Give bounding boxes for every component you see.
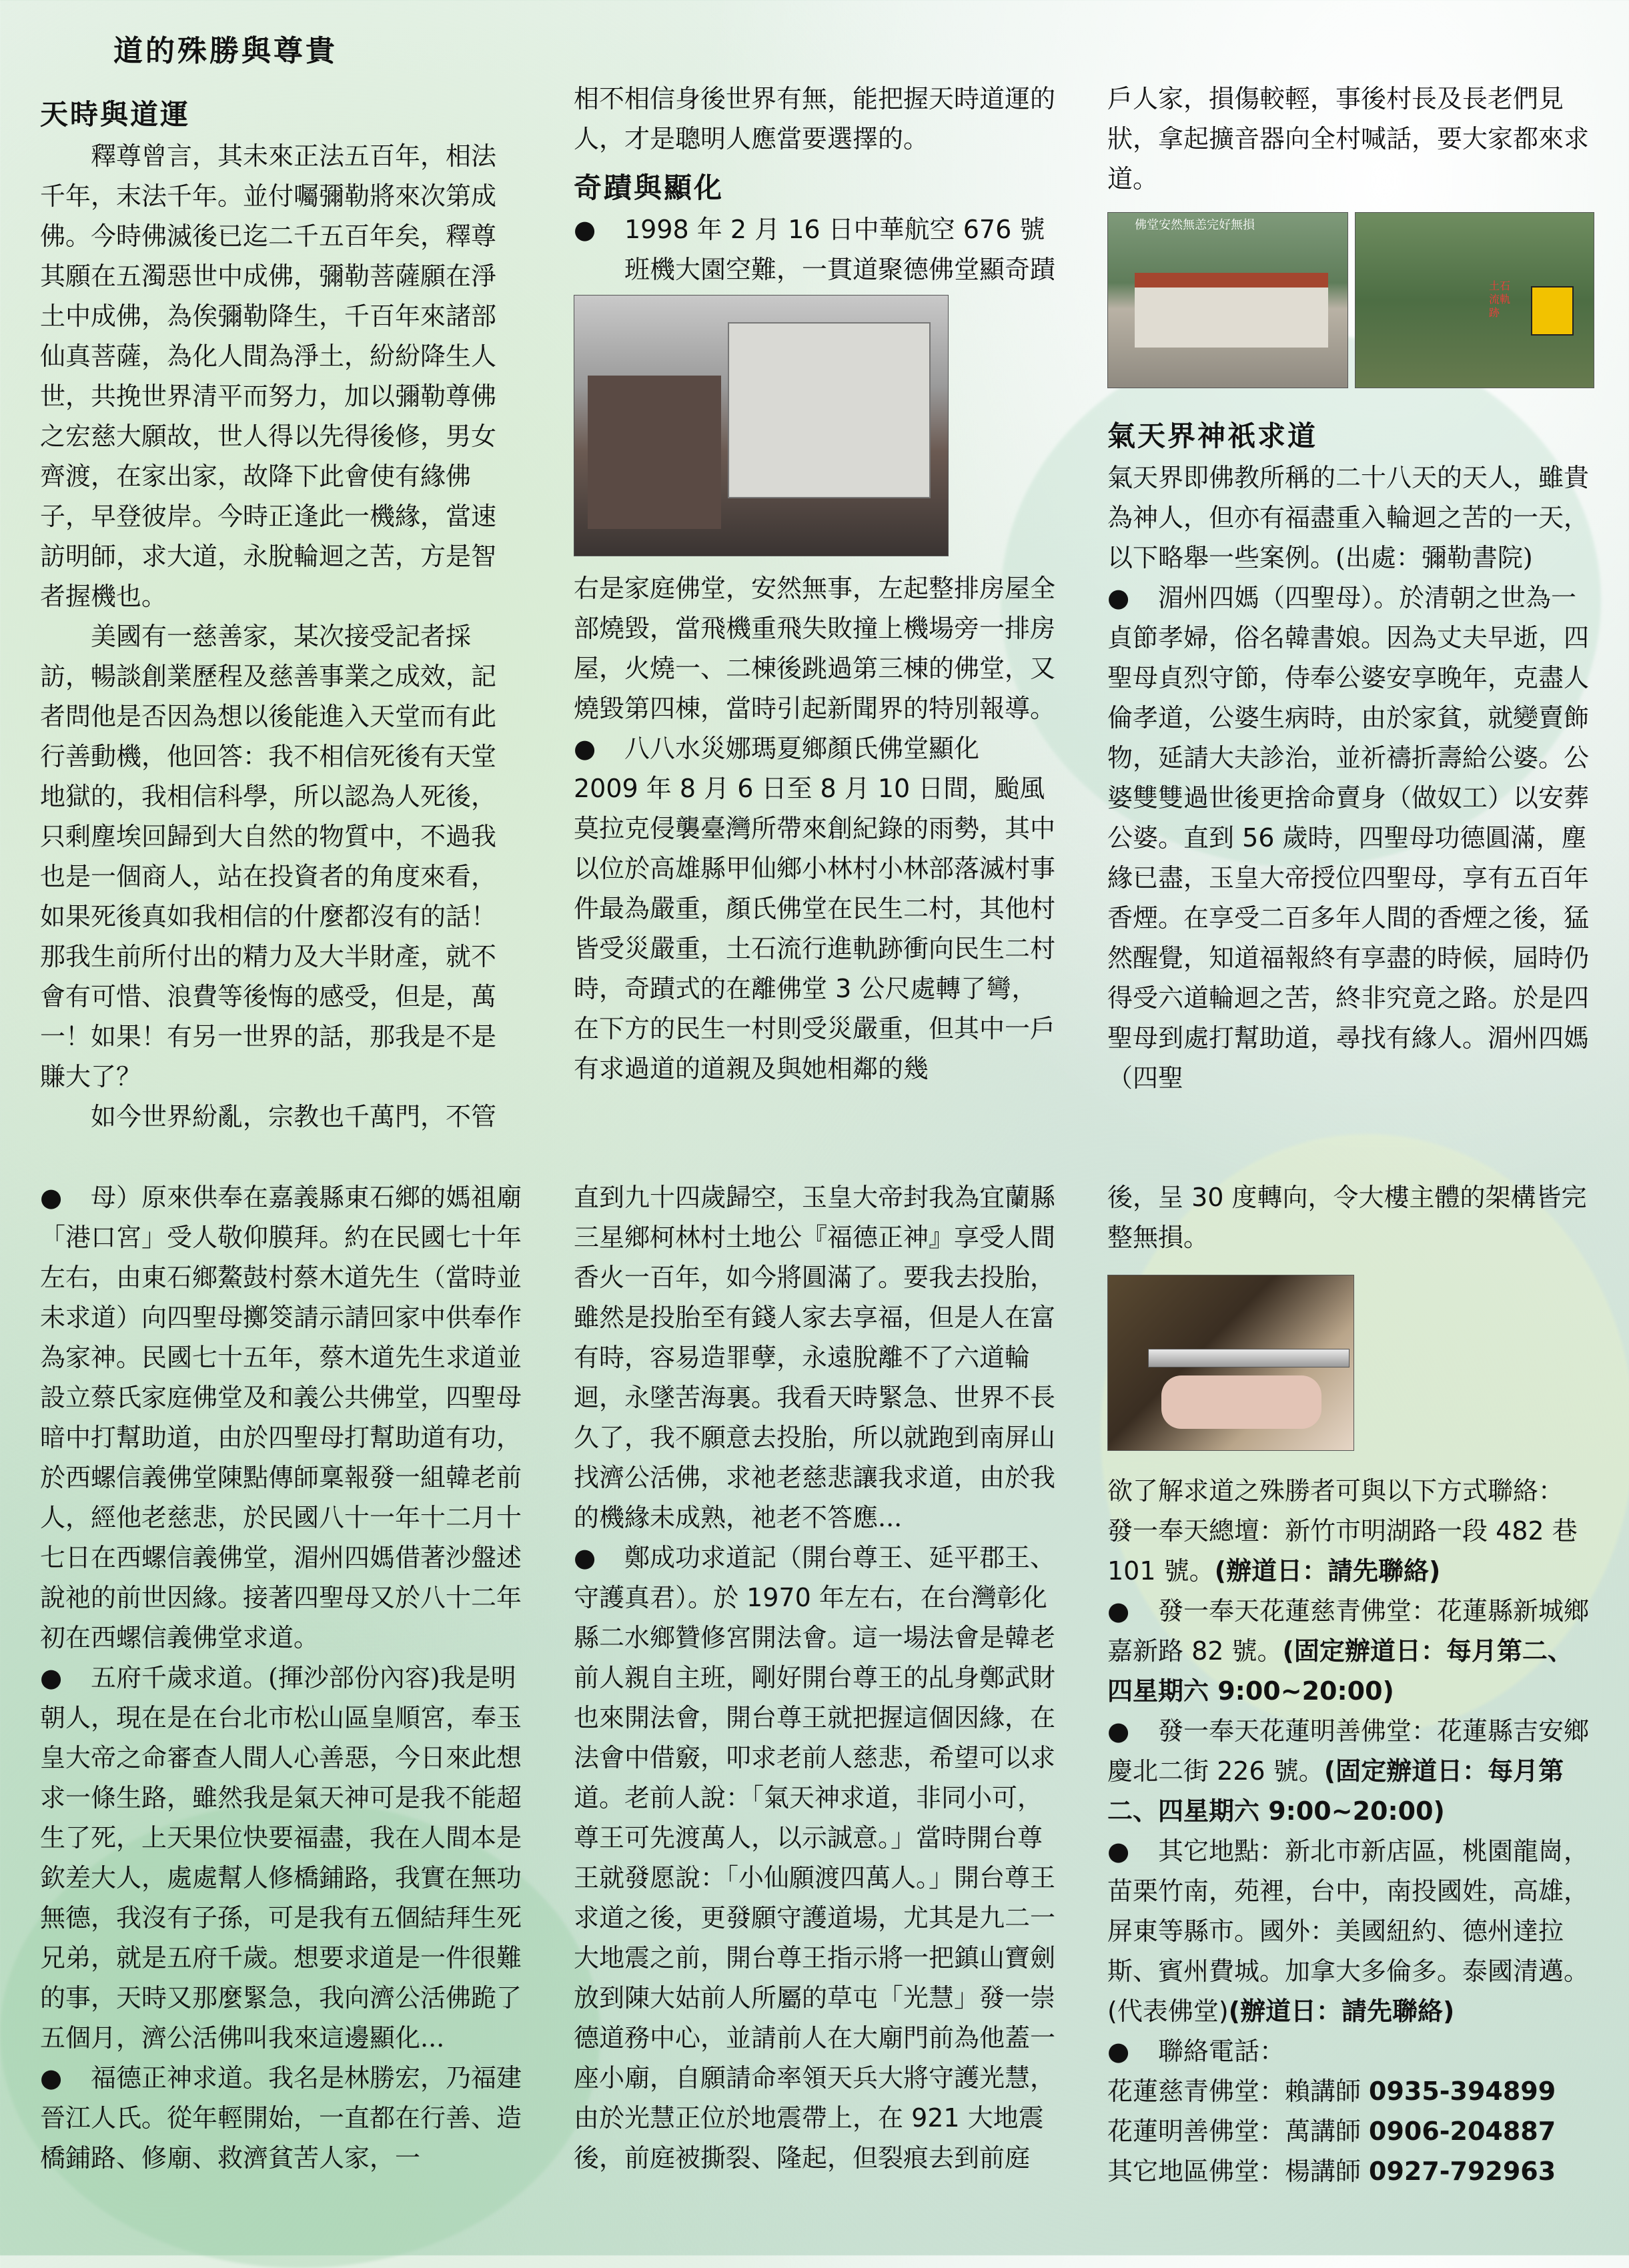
building-shape [728, 322, 931, 498]
photo-pair-shrine [1107, 212, 1594, 388]
bullet-icon: ● [574, 734, 596, 763]
building-shape [588, 376, 721, 529]
paragraph: 釋尊曾言，其未來正法五百年，相法千年，末法千年。並付囑彌勒將來次第成佛。今時佛滅後已迄二千五百年矣，釋尊其願在五濁惡世中成佛，彌勒菩薩願在淨土中成佛，為俟彌勒降生，千百年來諸部仙真菩薩，為化人間為淨土，紛紛降生人世，共挽世界清平而努力，加以彌勒尊佛之宏慈大願故，世人得以先得後修，男女齊渡，在家出家，故降下此會使有緣佛子，早登彼岸。今時正逢此一機緣，當速訪明師，求大道，永脫輪迴之苦，方是智者握機也。 [40, 141, 497, 611]
paragraph: 右是家庭佛堂，安然無事，左起整排房屋全部燒毀，當飛機重飛失敗撞上機場旁一排房屋，火燒一、二棟後跳過第三棟的佛堂，又燒毀第四棟，當時引起新聞界的特別報導。 [574, 574, 1056, 723]
contact-item: ● 其它地點：新北市新店區，桃園龍崗，苗栗竹南，苑裡，台中，南投國姓，高雄，屏東等縣市。國外：美國紐約、德州達拉斯、賓州費城。加拿大多倫多。泰國清邁。(代表佛堂)(辦道日：請先聯絡) [1107, 1831, 1594, 2031]
paragraph: 後，呈 30 度轉向，令大樓主體的架構皆完整無損。 [1107, 1183, 1587, 1252]
list-item: ● 五府千歲求道。(揮沙部份內容)我是明朝人，現在是在台北市松山區皇順宮，奉玉皇大帝之命審查人間人心善惡，今日來此想求一條生路，雖然我是氣天神可是我不能超生了死，上天果位快要福盡，我在人間本是欽差大人，處處幫人修橋鋪路，我實在無功無德，我沒有子孫，可是我有五個結拜生死兄弟，就是五府千歲。想要求道是一件很難的事，天時又那麼緊急，我向濟公活佛跪了五個月，濟公活佛叫我來這邊顯化... [40, 1658, 524, 2058]
column-3 [1107, 79, 1594, 1098]
bullet-icon: ● [1107, 2037, 1130, 2066]
bullet-icon: ● [574, 1543, 596, 1572]
photo-caption: 土石流軌跡 [1489, 279, 1511, 319]
bullet-icon: ● [40, 1663, 63, 1692]
phone-line: 花蓮慈青佛堂：賴講師 0935-394899 [1107, 2077, 1556, 2106]
photo-burned-houses [574, 295, 949, 556]
sword-shape [1148, 1349, 1349, 1367]
section-heading-miracles: 奇蹟與顯化 [574, 171, 724, 204]
bullet-icon: ● [1107, 1716, 1130, 1746]
contact-item: ● 發一奉天花蓮明善佛堂：花蓮縣吉安鄉慶北二街 226 號。(固定辦道日：每月第二、四星期六 9:00~20:00) [1107, 1711, 1594, 1831]
building-shape [1135, 273, 1328, 348]
list-item: ● 八八水災娜瑪夏鄉顏氏佛堂顯化 [574, 728, 1057, 768]
bullet-icon: ● [40, 1183, 63, 1212]
list-item: ● 1998 年 2 月 16 日中華航空 676 號班機大園空難，一貫道聚德佛堂顯奇蹟 [574, 209, 1057, 290]
paragraph: 直到九十四歲歸空，玉皇大帝封我為宜蘭縣三星鄉柯林村土地公『福德正神』享受人間香火一百年，如今將圓滿了。要我去投胎，雖然是投胎至有錢人家去享福，但是人在富有時，容易造罪孽，永遠脫離不了六道輪迴，永墜苦海裏。我看天時緊急、世界不長久了，我不願意去投胎，所以就跑到南屏山找濟公活佛，求祂老慈悲讓我求道，由於我的機緣未成熟，祂老不答應... [574, 1183, 1056, 1532]
paragraph: 美國有一慈善家，某次接受記者採訪，暢談創業歷程及慈善事業之成效，記者問他是否因為想以後能進入天堂而有此行善動機，他回答：我不相信死後有天堂地獄的，我相信科學，所以認為人死後，只剩塵埃回歸到大自然的物質中，不過我也是一個商人，站在投資者的角度來看，如果死後真如我相信的什麼都沒有的話！那我生前所付出的精力及大半財產，就不會有可惜、浪費等後悔的感受，但是，萬一！如果！有另一世界的話，那我是不是賺大了？ [40, 622, 497, 1091]
list-item: ● 鄭成功求道記（開台尊王、延平郡王、守護真君）。於 1970 年左右，在台灣彰化縣二水鄉贊修宮開法會。這一場法會是韓老前人親自主班，剛好開台尊王的乩身鄭武財也來開法會，開台尊王就把握這個因緣，在法會中借竅，叩求老前人慈悲，希望可以求道。老前人說：「氣天神求道，非同小可，尊王可先渡萬人，以示誠意。」當時開台尊王就發愿說：「小仙願渡四萬人。」開台尊王求道之後，更發願守護道場，尤其是九二一大地震之前，開台尊王指示將一把鎮山寶劍放到陳大姑前人所屬的草屯「光慧」發一崇德道務中心，並請前人在大廟門前為他蓋一座小廟，自願請命率領天兵大將守護光慧，由於光慧正位於地震帶上，在 921 大地震後，前庭被撕裂、隆起，但裂痕去到前庭 [574, 1538, 1057, 2178]
paragraph: 2009 年 8 月 6 日至 8 月 10 日間，颱風莫拉克侵襲臺灣所帶來創紀錄的雨勢，其中以位於高雄縣甲仙鄉小林村小林部落滅村事件最為嚴重，顏氏佛堂在民生二村，其他村皆受災嚴重，土石流行進軌跡衝向民生二村時，奇蹟式的在離佛堂 3 公尺處轉了彎，在下方的民生一村則受災嚴重，但其中一戶有求過道的道親及與她相鄰的幾 [574, 774, 1056, 1083]
paragraph: 相不相信身後世界有無，能把握天時道運的人，才是聰明人應當要選擇的。 [574, 84, 1056, 153]
hand-shape [1161, 1375, 1321, 1429]
column-2 [574, 79, 1057, 1089]
bullet-icon: ● [40, 2063, 63, 2093]
column-6 [1107, 1177, 1594, 2191]
section-heading-timing: 天時與道運 [40, 98, 191, 131]
contact-intro: 欲了解求道之殊勝者可與以下方式聯絡： [1107, 1476, 1564, 1506]
page-title: 道的殊勝與尊貴 [113, 34, 338, 68]
list-item: ● 湄州四媽（四聖母）。於清朝之世為一貞節孝婦，俗名韓書娘。因為丈夫早逝，四聖母貞烈守節，侍奉公婆安享晚年，克盡人倫孝道，公婆生病時，由於家貧，就變賣飾物，延請大夫診治，並祈禱折壽給公婆。公婆雙雙過世後更捨命賣身（做奴工）以安葬公婆。直到 56 歲時，四聖母功德圓滿，塵緣已盡，玉皇大帝授位四聖母，享有五百年香煙。在享受二百多年人間的香煙之後，猛然醒覺，知道福報終有享盡的時候，屆時仍得受六道輪迴之苦，終非究竟之路。於是四聖母到處打幫助道，尋找有緣人。湄州四媽（四聖 [1107, 578, 1594, 1098]
section-heading-heavenly-beings: 氣天界神祇求道 [1107, 420, 1318, 452]
list-item: ● 母）原來供奉在嘉義縣東石鄉的媽祖廟「港口宮」受人敬仰膜拜。約在民國七十年左右，由東石鄉鰲鼓村蔡木道先生（當時並未求道）向四聖母擲筊請示請回家中供奉作為家神。民國七十五年，蔡木道先生求道並設立蔡氏家庭佛堂及和義公共佛堂，四聖母暗中打幫助道，由於四聖母打幫助道有功，於西螺信義佛堂陳點傳師稟報發一組韓老前人，經他老慈悲，於民國八十一年十二月十七日在西螺信義佛堂，湄州四媽借著沙盤述說祂的前世因緣。接著四聖母又於八十二年初在西螺信義佛堂求道。 [40, 1177, 524, 1658]
photo-caption: 佛堂安然無恙完好無損 [1135, 218, 1255, 232]
bullet-icon: ● [574, 215, 596, 244]
phone-line: 花蓮明善佛堂：萬講師 0906-204887 [1107, 2117, 1556, 2146]
paragraph: 氣天界即佛教所稱的二十八天的天人，雖貴為神人，但亦有福盡重入輪迴之苦的一天，以下略舉一些案例。(出處：彌勒書院) [1107, 463, 1590, 572]
bullet-icon: ● [1107, 1596, 1130, 1626]
road-sign-icon [1531, 286, 1574, 336]
contact-item: 發一奉天總壇：新竹市明湖路一段 482 巷 101 號。(辦道日：請先聯絡) [1107, 1516, 1578, 1586]
contact-item: ● 發一奉天花蓮慈青佛堂：花蓮縣新城鄉嘉新路 82 號。(固定辦道日：每月第二、四星期六 9:00~20:00) [1107, 1591, 1594, 1711]
paragraph: 戶人家，損傷較輕，事後村長及長老們見狀，拿起擴音器向全村喊話，要大家都來求道。 [1107, 84, 1590, 193]
photo-landslide-path [1355, 212, 1594, 388]
column-1 [40, 93, 520, 1137]
list-item: ● 福德正神求道。我名是林勝宏，乃福建晉江人氏。從年輕開始，一直都在行善、造橋鋪路、修廟、救濟貧苦人家，一 [40, 2058, 524, 2178]
bullet-icon: ● [1107, 1836, 1130, 1866]
photo-treasure-sword [1107, 1275, 1354, 1451]
paragraph: 如今世界紛亂，宗教也千萬門，不管 [91, 1102, 497, 1131]
contact-phone-title: ● 聯絡電話： [1107, 2031, 1594, 2071]
column-4 [40, 1177, 524, 2178]
photo-shrine-safe [1107, 212, 1348, 388]
phone-line: 其它地區佛堂：楊講師 0927-792963 [1107, 2157, 1556, 2186]
column-5 [574, 1177, 1057, 2178]
bullet-icon: ● [1107, 583, 1130, 612]
